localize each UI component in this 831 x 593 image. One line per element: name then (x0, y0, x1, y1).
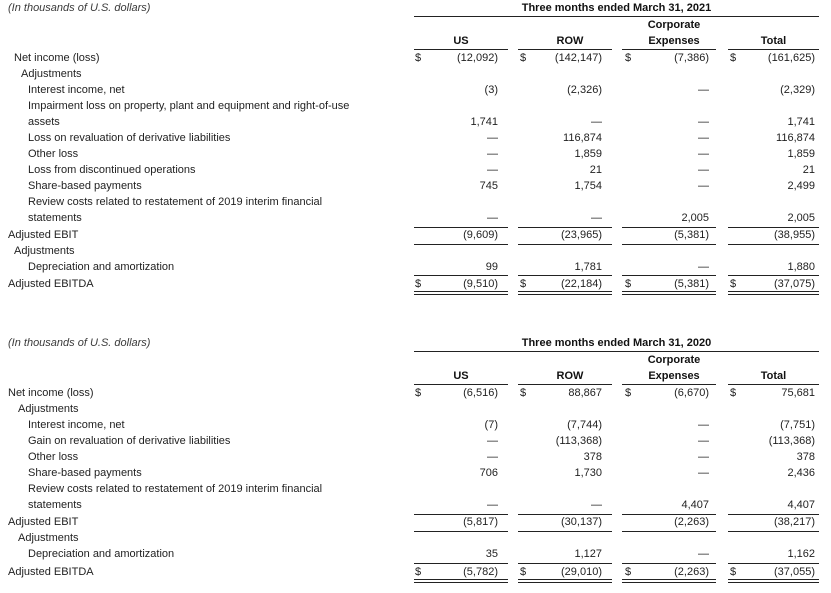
total-rule (414, 563, 508, 564)
row-label: statements (28, 499, 82, 511)
subtotal-rule-below (622, 244, 716, 245)
cell-total: 1,741 (787, 116, 815, 128)
subtotal-rule-below (518, 244, 612, 245)
cell-row: 88,867 (568, 387, 602, 399)
total-rule (518, 275, 612, 276)
row-label: Loss from discontinued operations (28, 164, 196, 176)
column-header-row: ROW (556, 35, 584, 47)
subtotal-rule (414, 514, 508, 515)
cell-total: (7,751) (780, 419, 815, 431)
total-double-rule (414, 579, 508, 583)
cell-us: (9,609) (463, 229, 498, 241)
cell-corp: (5,381) (674, 229, 709, 241)
cell-total: (38,955) (774, 229, 815, 241)
total-rule (622, 563, 716, 564)
cell-corp: 2,005 (681, 212, 709, 224)
cell-corp: — (698, 164, 709, 176)
cell-us: (5,782) (463, 566, 498, 578)
cell-row: (7,744) (567, 419, 602, 431)
cell-total: 1,859 (787, 148, 815, 160)
cell-us: — (487, 148, 498, 160)
subtotal-rule (728, 514, 819, 515)
cell-corp: — (698, 435, 709, 447)
cell-us: (6,516) (463, 387, 498, 399)
unit-note: (In thousands of U.S. dollars) (8, 2, 151, 14)
cell-corp: (6,670) (674, 387, 709, 399)
dollar-sign: $ (415, 566, 422, 578)
cell-row: 116,874 (563, 132, 602, 144)
row-label: Adjustments (18, 403, 79, 415)
cell-us: 35 (485, 548, 498, 560)
cell-total: 2,499 (787, 180, 815, 192)
cell-us: (9,510) (463, 278, 498, 290)
row-label: Interest income, net (28, 84, 125, 96)
total-double-rule (622, 579, 716, 583)
cell-corp: (7,386) (674, 52, 709, 64)
cell-us: (3) (484, 84, 498, 96)
cell-row: 378 (583, 451, 602, 463)
column-header-expenses: Expenses (648, 370, 700, 382)
row-label: Review costs related to restatement of 2019 interim financial (28, 196, 323, 208)
cell-row: (30,137) (561, 516, 602, 528)
dollar-sign: $ (730, 52, 737, 64)
dollar-sign: $ (625, 387, 632, 399)
cell-row: (142,147) (554, 52, 602, 64)
subtotal-rule (414, 227, 508, 228)
cell-row: 1,754 (574, 180, 602, 192)
header-underline (728, 49, 819, 50)
column-header-corporate: Corporate (647, 19, 701, 31)
subtotal-rule-below (622, 531, 716, 532)
cell-row: 21 (589, 164, 602, 176)
header-underline (622, 49, 716, 50)
column-header-us: US (453, 35, 469, 47)
subtotal-rule (728, 227, 819, 228)
column-header-us: US (453, 370, 469, 382)
total-double-rule (518, 291, 612, 295)
cell-us: 745 (479, 180, 498, 192)
cell-corp: — (698, 261, 709, 273)
dollar-sign: $ (415, 387, 422, 399)
cell-us: 99 (485, 261, 498, 273)
row-label: Gain on revaluation of derivative liabilities (28, 435, 231, 447)
cell-row: (23,965) (561, 229, 602, 241)
cell-total: (2,329) (780, 84, 815, 96)
total-double-rule (622, 291, 716, 295)
header-underline (518, 49, 612, 50)
total-double-rule (728, 291, 819, 295)
cell-us: (5,817) (463, 516, 498, 528)
cell-row: (29,010) (561, 566, 602, 578)
cell-total: (37,055) (774, 566, 815, 578)
period-heading: Three months ended March 31, 2020 (521, 337, 712, 349)
row-label: Other loss (28, 148, 79, 160)
header-underline (414, 49, 508, 50)
row-label: Interest income, net (28, 419, 125, 431)
cell-row: — (591, 116, 602, 128)
cell-row: — (591, 212, 602, 224)
cell-corp: (2,263) (674, 516, 709, 528)
cell-us: (7) (484, 419, 498, 431)
cell-total: 378 (796, 451, 815, 463)
dollar-sign: $ (625, 566, 632, 578)
cell-us: — (487, 132, 498, 144)
total-rule (728, 563, 819, 564)
dollar-sign: $ (415, 278, 422, 290)
cell-corp: — (698, 132, 709, 144)
cell-row: 1,127 (574, 548, 602, 560)
column-header-total: Total (760, 35, 787, 47)
row-label: Depreciation and amortization (28, 261, 175, 273)
cell-corp: — (698, 548, 709, 560)
cell-row: (113,368) (555, 435, 602, 447)
row-label: Review costs related to restatement of 2019 interim financial (28, 483, 323, 495)
period-underline (414, 351, 819, 352)
cell-corp: 4,407 (681, 499, 709, 511)
dollar-sign: $ (730, 387, 737, 399)
cell-corp: — (698, 116, 709, 128)
header-underline (518, 384, 612, 385)
dollar-sign: $ (730, 278, 737, 290)
cell-corp: — (698, 148, 709, 160)
header-underline (728, 384, 819, 385)
cell-total: (38,217) (774, 516, 815, 528)
row-label: Adjustments (21, 68, 82, 80)
cell-total: 1,162 (787, 548, 815, 560)
dollar-sign: $ (520, 387, 527, 399)
cell-corp: — (698, 419, 709, 431)
row-label: Net income (loss) (14, 52, 100, 64)
total-double-rule (414, 291, 508, 295)
header-underline (622, 384, 716, 385)
period-underline (414, 16, 819, 17)
cell-corp: (5,381) (674, 278, 709, 290)
dollar-sign: $ (520, 566, 527, 578)
cell-us: 706 (479, 467, 498, 479)
subtotal-rule (622, 514, 716, 515)
cell-us: — (487, 435, 498, 447)
cell-corp: (2,263) (674, 566, 709, 578)
cell-total: 75,681 (781, 387, 815, 399)
subtotal-rule-below (414, 531, 508, 532)
header-underline (414, 384, 508, 385)
cell-row: 1,730 (574, 467, 602, 479)
total-rule (728, 275, 819, 276)
row-label: Adjustments (14, 245, 75, 257)
row-label: Adjusted EBIT (8, 229, 79, 241)
cell-row: 1,781 (574, 261, 602, 273)
row-label: Share-based payments (28, 467, 142, 479)
row-label: Impairment loss on property, plant and equipment and right-of-use (28, 100, 350, 112)
cell-us: (12,092) (457, 52, 498, 64)
cell-us: 1,741 (470, 116, 498, 128)
row-label: Adjusted EBITDA (8, 278, 94, 290)
cell-us: — (487, 499, 498, 511)
cell-corp: — (698, 180, 709, 192)
column-header-total: Total (760, 370, 787, 382)
cell-row: 1,859 (574, 148, 602, 160)
dollar-sign: $ (730, 566, 737, 578)
subtotal-rule-below (728, 244, 819, 245)
total-double-rule (728, 579, 819, 583)
total-double-rule (518, 579, 612, 583)
row-label: Adjusted EBITDA (8, 566, 94, 578)
dollar-sign: $ (520, 52, 527, 64)
total-rule (518, 563, 612, 564)
subtotal-rule-below (728, 531, 819, 532)
cell-us: — (487, 451, 498, 463)
cell-corp: — (698, 451, 709, 463)
column-header-row: ROW (556, 370, 584, 382)
cell-row: (2,326) (567, 84, 602, 96)
cell-row: — (591, 499, 602, 511)
subtotal-rule (518, 514, 612, 515)
cell-total: 116,874 (776, 132, 815, 144)
period-heading: Three months ended March 31, 2021 (521, 2, 712, 14)
row-label: Other loss (28, 451, 79, 463)
dollar-sign: $ (415, 52, 422, 64)
cell-total: (113,368) (768, 435, 815, 447)
subtotal-rule-below (518, 531, 612, 532)
row-label: Depreciation and amortization (28, 548, 175, 560)
row-label: Net income (loss) (8, 387, 94, 399)
subtotal-rule (622, 227, 716, 228)
total-rule (622, 275, 716, 276)
dollar-sign: $ (625, 278, 632, 290)
cell-total: 2,436 (787, 467, 815, 479)
cell-total: 21 (802, 164, 815, 176)
dollar-sign: $ (625, 52, 632, 64)
total-rule (414, 275, 508, 276)
cell-corp: — (698, 84, 709, 96)
row-label: statements (28, 212, 82, 224)
column-header-expenses: Expenses (648, 35, 700, 47)
cell-total: 1,880 (787, 261, 815, 273)
cell-total: 4,407 (787, 499, 815, 511)
subtotal-rule-below (414, 244, 508, 245)
unit-note: (In thousands of U.S. dollars) (8, 337, 151, 349)
cell-total: 2,005 (787, 212, 815, 224)
row-label: Adjusted EBIT (8, 516, 79, 528)
row-label: Share-based payments (28, 180, 142, 192)
cell-row: (22,184) (561, 278, 602, 290)
row-label: Adjustments (18, 532, 79, 544)
cell-us: — (487, 164, 498, 176)
row-label: Loss on revaluation of derivative liabilities (28, 132, 231, 144)
column-header-corporate: Corporate (647, 354, 701, 366)
cell-total: (161,625) (767, 52, 815, 64)
dollar-sign: $ (520, 278, 527, 290)
row-label: assets (28, 116, 60, 128)
cell-us: — (487, 212, 498, 224)
cell-total: (37,075) (774, 278, 815, 290)
subtotal-rule (518, 227, 612, 228)
cell-corp: — (698, 467, 709, 479)
